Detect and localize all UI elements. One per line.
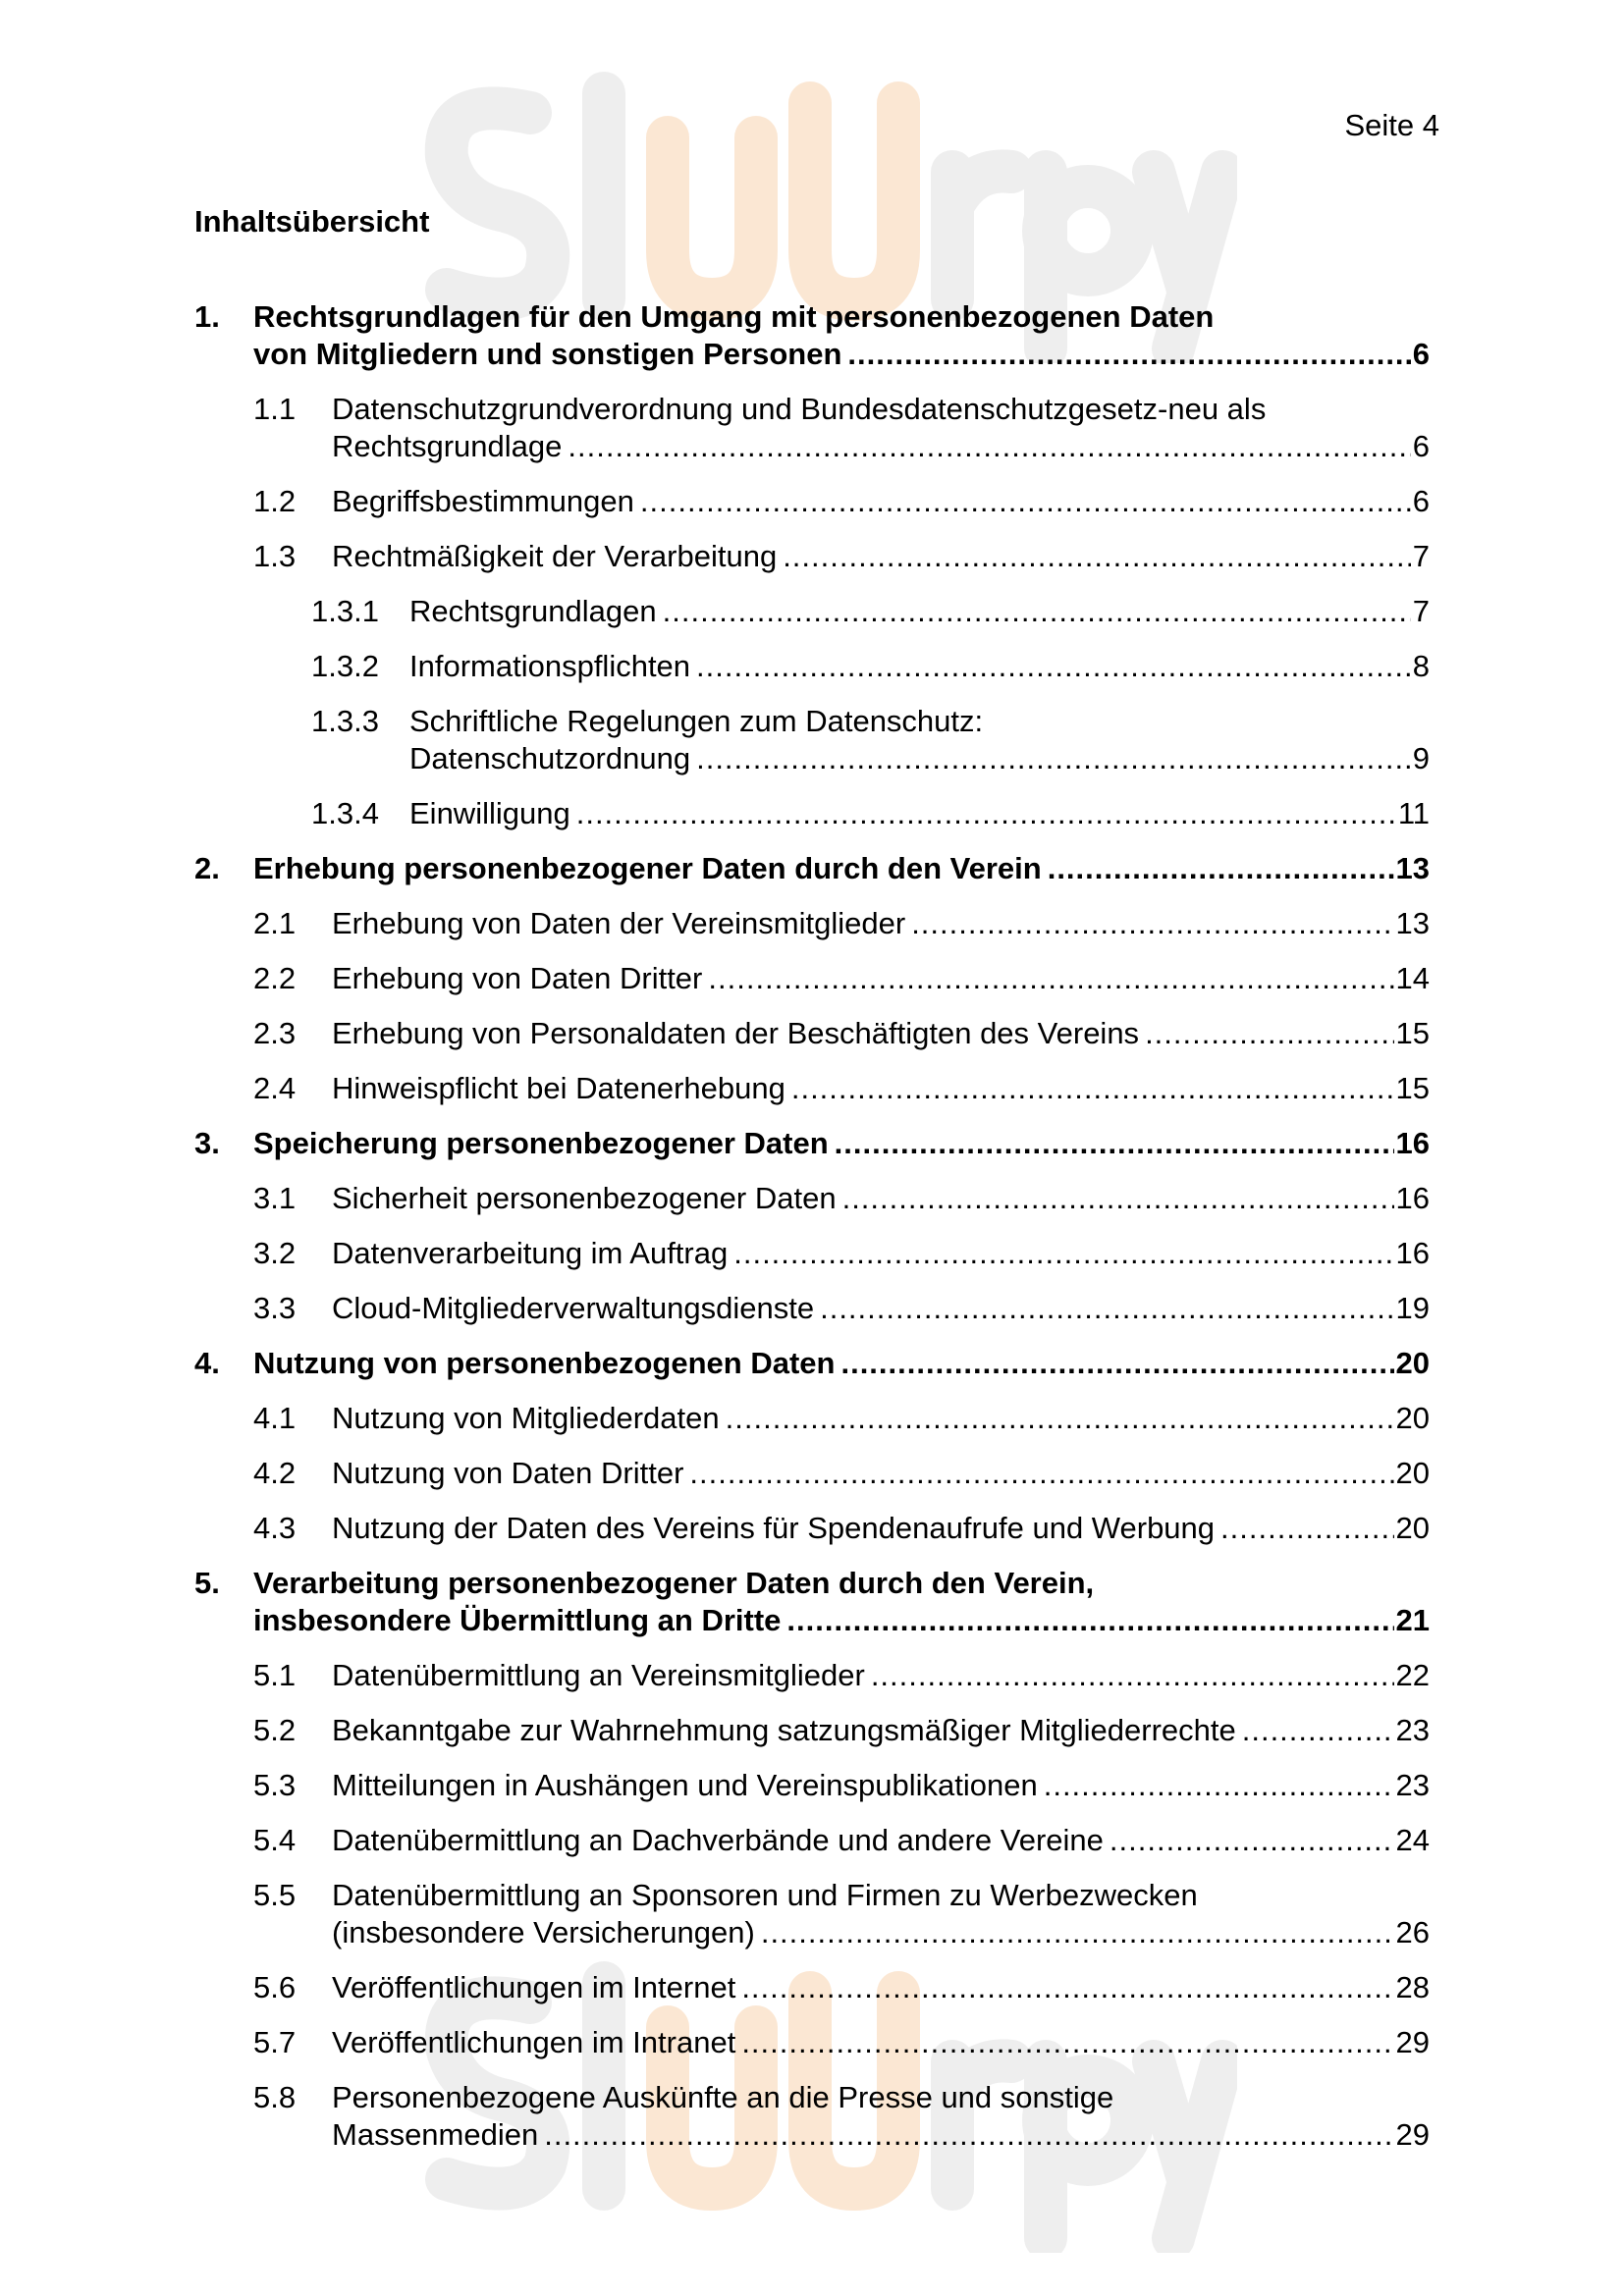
- toc-entry[interactable]: [194, 1565, 1430, 1639]
- dot-leader: [783, 538, 1411, 575]
- toc-entry[interactable]: [194, 593, 1430, 630]
- toc-entry-title: Datenübermittlung an Sponsoren und Firmen zu Werbezwecken: [332, 1878, 1198, 1912]
- dot-leader: [663, 593, 1411, 630]
- toc-entry-title: Veröffentlichungen im Internet: [332, 1970, 736, 2004]
- toc-entry-page: 20: [1395, 1456, 1430, 1490]
- toc-entry-page: 13: [1395, 906, 1430, 940]
- toc-entry-title: von Mitgliedern und sonstigen Personen: [253, 337, 842, 371]
- toc-entry-page: 23: [1395, 1768, 1430, 1802]
- toc-entry-number: 4.: [194, 1346, 220, 1380]
- toc-entry-title: Schriftliche Regelungen zum Datenschutz:: [409, 704, 984, 738]
- toc-entry-title: Nutzung von Mitgliederdaten: [332, 1401, 720, 1435]
- toc-entry-page: 23: [1395, 1713, 1430, 1747]
- toc-entry-page: 6: [1412, 484, 1430, 518]
- toc-entry-title: Rechtsgrundlagen: [409, 594, 657, 628]
- toc-entry[interactable]: [194, 1290, 1430, 1327]
- toc-entry-number: 1.3.1: [311, 594, 379, 628]
- toc-entry-title: Speicherung personenbezogener Daten: [253, 1126, 829, 1160]
- toc-entry-title: Personenbezogene Auskünfte an die Presse und sonstige: [332, 2080, 1114, 2114]
- toc-entry-title: Mitteilungen in Aushängen und Vereinspublikationen: [332, 1768, 1038, 1802]
- toc-entry-number: 1.3.4: [311, 796, 379, 830]
- toc-entry-page: 7: [1412, 594, 1430, 628]
- dot-leader: [1110, 1822, 1394, 1859]
- toc-entry[interactable]: [194, 960, 1430, 997]
- toc-entry[interactable]: [194, 795, 1430, 832]
- toc-entry-title: Datenverarbeitung im Auftrag: [332, 1236, 729, 1270]
- toc-entry-title: Rechtsgrundlage: [332, 429, 563, 463]
- toc-entry[interactable]: [194, 1455, 1430, 1492]
- toc-entry-title: Hinweispflicht bei Datenerhebung: [332, 1071, 785, 1105]
- toc-entry-number: 1.2: [253, 484, 297, 518]
- toc-entry[interactable]: [194, 1070, 1430, 1107]
- dot-leader: [835, 1125, 1394, 1162]
- dot-leader: [1220, 1510, 1393, 1547]
- toc-entry-title: Erhebung von Daten Dritter: [332, 961, 703, 995]
- toc-entry[interactable]: [194, 391, 1430, 465]
- toc-entry-title: Massenmedien: [332, 2117, 539, 2152]
- toc-entry-title: insbesondere Übermittlung an Dritte: [253, 1603, 782, 1637]
- toc-entry-page: 6: [1412, 429, 1430, 463]
- dot-leader: [568, 428, 1410, 465]
- dot-leader: [576, 795, 1396, 832]
- dot-leader: [733, 1235, 1393, 1272]
- page-number: Seite 4: [1344, 108, 1439, 142]
- toc-entry-title: Datenschutzgrundverordnung und Bundesdatenschutzgesetz-neu als: [332, 392, 1267, 426]
- dot-leader: [1242, 1712, 1394, 1749]
- dot-leader: [847, 336, 1410, 373]
- toc-entry-number: 5.2: [253, 1713, 297, 1747]
- toc-entry-page: 6: [1412, 337, 1430, 371]
- toc-entry[interactable]: [194, 1125, 1430, 1162]
- toc-entry-number: 1.3: [253, 539, 297, 573]
- toc-heading: Inhaltsübersicht: [194, 204, 430, 239]
- toc-entry-number: 3.2: [253, 1236, 297, 1270]
- toc-entry-page: 13: [1395, 851, 1430, 885]
- dot-leader: [791, 1070, 1394, 1107]
- toc-entry-page: 16: [1395, 1236, 1430, 1270]
- toc-entry-page: 22: [1395, 1658, 1430, 1692]
- toc-entry[interactable]: [194, 905, 1430, 942]
- toc-entry-page: 15: [1395, 1071, 1430, 1105]
- dot-leader: [911, 905, 1393, 942]
- toc-entry-number: 5.4: [253, 1823, 297, 1857]
- toc-entry-title: Sicherheit personenbezogener Daten: [332, 1181, 837, 1215]
- toc-entry-title: Nutzung der Daten des Vereins für Spendenaufrufe und Werbung: [332, 1511, 1216, 1545]
- dot-leader: [741, 2024, 1393, 2061]
- dot-leader: [696, 740, 1411, 777]
- dot-leader: [840, 1345, 1393, 1382]
- toc-entry[interactable]: [194, 648, 1430, 685]
- dot-leader: [820, 1290, 1393, 1327]
- toc-entry-page: 24: [1395, 1823, 1430, 1857]
- toc-entry-page: 21: [1395, 1603, 1430, 1637]
- dot-leader: [1044, 1767, 1394, 1804]
- toc-entry-page: 26: [1395, 1915, 1430, 1949]
- dot-leader: [726, 1400, 1394, 1437]
- dot-leader: [696, 648, 1411, 685]
- dot-leader: [1145, 1015, 1393, 1052]
- toc-entry-number: 5.5: [253, 1878, 297, 1912]
- toc-entry-title: Begriffsbestimmungen: [332, 484, 634, 518]
- toc-entry-number: 1.3.2: [311, 649, 379, 683]
- toc-entry-page: 8: [1412, 649, 1430, 683]
- toc-entry[interactable]: [194, 1657, 1430, 1694]
- toc-entry-title: Erhebung von Daten der Vereinsmitglieder: [332, 906, 906, 940]
- toc-entry-title: Rechtsgrundlagen für den Umgang mit personenbezogenen Daten: [253, 299, 1215, 334]
- toc-entry-page: 9: [1412, 741, 1430, 775]
- toc-entry-number: 2.2: [253, 961, 297, 995]
- toc-entry-title: Erhebung von Personaldaten der Beschäftigten des Vereins: [332, 1016, 1140, 1050]
- toc-entry[interactable]: [194, 2024, 1430, 2061]
- dot-leader: [842, 1180, 1394, 1217]
- toc-entry-page: 16: [1395, 1126, 1430, 1160]
- toc-entry-number: 5.1: [253, 1658, 297, 1692]
- toc-entry-number: 3.1: [253, 1181, 297, 1215]
- toc-entry-title: Datenübermittlung an Dachverbände und andere Vereine: [332, 1823, 1104, 1857]
- dot-leader: [640, 483, 1411, 520]
- toc-entry-page: 29: [1395, 2025, 1430, 2059]
- toc-entry-number: 2.4: [253, 1071, 297, 1105]
- toc-entry[interactable]: [194, 850, 1430, 887]
- dot-leader: [871, 1657, 1394, 1694]
- toc-entry-number: 2.1: [253, 906, 297, 940]
- toc-entry-number: 3.3: [253, 1291, 297, 1325]
- toc-entry-title: Einwilligung: [409, 796, 570, 830]
- toc-entry[interactable]: [194, 2079, 1430, 2154]
- toc-entry-title: Cloud-Mitgliederverwaltungsdienste: [332, 1291, 815, 1325]
- toc-entry-page: 28: [1395, 1970, 1430, 2004]
- table-of-contents: [194, 281, 1430, 2154]
- toc-entry-number: 1.3.3: [311, 704, 379, 738]
- toc-entry[interactable]: [194, 1877, 1430, 1951]
- toc-entry-number: 4.1: [253, 1401, 297, 1435]
- toc-entry-page: 29: [1395, 2117, 1430, 2152]
- toc-entry[interactable]: [194, 1345, 1430, 1382]
- toc-entry[interactable]: [194, 1015, 1430, 1052]
- dot-leader: [708, 960, 1393, 997]
- toc-entry-title: Erhebung personenbezogener Daten durch den Verein: [253, 851, 1042, 885]
- toc-entry-number: 3.: [194, 1126, 220, 1160]
- toc-entry[interactable]: [194, 1767, 1430, 1804]
- toc-entry-page: 16: [1395, 1181, 1430, 1215]
- toc-entry-page: 7: [1412, 539, 1430, 573]
- toc-entry-number: 1.: [194, 299, 220, 334]
- toc-entry-title: Nutzung von personenbezogenen Daten: [253, 1346, 836, 1380]
- toc-entry[interactable]: [194, 1712, 1430, 1749]
- toc-entry[interactable]: [194, 1235, 1430, 1272]
- toc-entry-page: 15: [1395, 1016, 1430, 1050]
- toc-entry-number: 4.3: [253, 1511, 297, 1545]
- toc-entry-page: 19: [1395, 1291, 1430, 1325]
- toc-entry-number: 1.1: [253, 392, 297, 426]
- toc-entry-number: 2.3: [253, 1016, 297, 1050]
- toc-entry[interactable]: [194, 1400, 1430, 1437]
- toc-entry[interactable]: [194, 1822, 1430, 1859]
- toc-entry-page: 14: [1395, 961, 1430, 995]
- toc-entry-number: 5.7: [253, 2025, 297, 2059]
- dot-leader: [761, 1914, 1394, 1951]
- toc-entry-page: 11: [1397, 796, 1430, 830]
- toc-entry-title: Nutzung von Daten Dritter: [332, 1456, 684, 1490]
- toc-entry[interactable]: [194, 1180, 1430, 1217]
- toc-entry-number: 2.: [194, 851, 220, 885]
- toc-entry-title: Veröffentlichungen im Intranet: [332, 2025, 736, 2059]
- dot-leader: [786, 1602, 1393, 1639]
- toc-entry-page: 20: [1395, 1511, 1430, 1545]
- toc-entry-number: 5.6: [253, 1970, 297, 2004]
- toc-entry-title: Bekanntgabe zur Wahrnehmung satzungsmäßiger Mitgliederrechte: [332, 1713, 1236, 1747]
- toc-entry[interactable]: [194, 1510, 1430, 1547]
- toc-entry-title: Rechtmäßigkeit der Verarbeitung: [332, 539, 778, 573]
- toc-entry[interactable]: [194, 1969, 1430, 2006]
- toc-entry-title: Verarbeitung personenbezogener Daten durch den Verein,: [253, 1566, 1095, 1600]
- toc-entry-number: 4.2: [253, 1456, 297, 1490]
- toc-entry[interactable]: [194, 703, 1430, 777]
- dot-leader: [544, 2116, 1393, 2154]
- toc-entry-number: 5.3: [253, 1768, 297, 1802]
- dot-leader: [689, 1455, 1393, 1492]
- toc-entry-title: Datenübermittlung an Vereinsmitglieder: [332, 1658, 865, 1692]
- toc-entry-title: (insbesondere Versicherungen): [332, 1915, 755, 1949]
- dot-leader: [741, 1969, 1393, 2006]
- toc-entry[interactable]: [194, 538, 1430, 575]
- toc-entry[interactable]: [194, 298, 1430, 373]
- toc-entry-title: Datenschutzordnung: [409, 741, 691, 775]
- toc-entry-number: 5.: [194, 1566, 220, 1600]
- toc-entry-page: 20: [1395, 1401, 1430, 1435]
- dot-leader: [1048, 850, 1394, 887]
- toc-entry-page: 20: [1395, 1346, 1430, 1380]
- toc-entry-title: Informationspflichten: [409, 649, 691, 683]
- toc-entry[interactable]: [194, 483, 1430, 520]
- toc-entry-number: 5.8: [253, 2080, 297, 2114]
